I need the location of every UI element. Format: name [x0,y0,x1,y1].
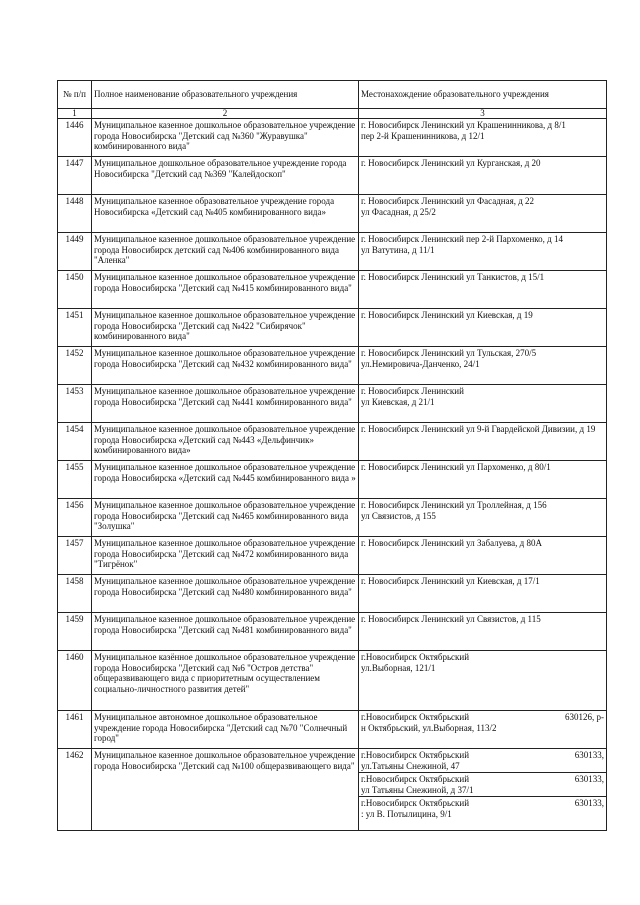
location-line: г.Новосибирск Октябрьский [361,652,470,662]
table-row [58,157,607,195]
location-line: ул Связистов, д 155 [361,510,436,521]
location-line: н Октябрьский, ул.Выборная, 113/2 [361,722,497,733]
institution-name: Муниципальное казенное дошкольное образовательное учреждение города Новосибирска "Детский сад №415 комбинированного вида" [92,271,359,309]
institution-location [359,309,607,347]
institution-location [359,347,607,385]
table-row [58,423,607,461]
row-number: 1461 [58,711,92,749]
table-row [58,271,607,309]
institution-name: Муниципальное казенное дошкольное образовательное учреждение города Новосибирска "Детский сад №441 комбинированного вида" [92,385,359,423]
location-postcode: 630133, [574,750,604,760]
location-line: г. Новосибирск Ленинский ул 9-й Гвардейской Дивизии, д 19 [361,424,596,434]
institution-name: Муниципальное казенное дошкольное образовательное учреждение города Новосибирска «Детский сад №443 «Дельфинчик» комбинированного вида» [92,423,359,461]
location-city: г.Новосибирск Октябрьский [361,774,470,785]
institution-location [359,119,607,157]
table-row [58,461,607,499]
row-number: 1447 [58,157,92,195]
table-row [58,749,607,831]
institution-name: Муниципальное автономное дошкольное образовательное учреждение города Новосибирска "Детский сад №70 "Солнечный город" [92,711,359,749]
institution-location [359,575,607,613]
institution-name: Муниципальное дошкольное образовательное учреждение города Новосибирска "Детский сад №369 "Калейдоскоп" [92,157,359,195]
institutions-table [57,80,607,831]
location-line: г. Новосибирск Ленинский ул Пархоменко, д 80/1 [361,462,551,472]
table-header-row [58,81,607,109]
table-body [58,119,607,831]
institution-name: Муниципальное казенное дошкольное образовательное учреждение города Новосибирска «Детский сад №445 комбинированного вида » [92,461,359,499]
institution-location [359,195,607,233]
location-line: г. Новосибирск Ленинский ул Троллейная, д 156 [361,500,547,510]
location-postcode: 630133, [574,798,604,809]
location-line: г. Новосибирск Ленинский ул Связистов, д 115 [361,614,541,624]
location-city: г.Новосибирск Октябрьский [361,798,470,809]
location-city: г.Новосибирск Октябрьский [361,712,470,722]
index-cell-2: 2 [92,109,359,119]
institution-location [359,613,607,651]
row-number: 1453 [58,385,92,423]
table-row [58,195,607,233]
institution-name: Муниципальное казенное дошкольное образовательное учреждение города Новосибирска "Детский сад №422 "Сибирячок" комбинированного вида" [92,309,359,347]
table-row [58,537,607,575]
location-line: г. Новосибирск Ленинский ул Танкистов, д 15/1 [361,272,545,282]
location-line: г. Новосибирск Ленинский ул Курганская, д 20 [361,158,541,168]
row-number: 1454 [58,423,92,461]
location-street: ул Татьяны Снежиной, д 37/1 [361,784,474,795]
table-row [58,347,607,385]
location-line: г. Новосибирск Ленинский ул Тульская, 270/5 [361,348,537,358]
location-line: ул Киевская, д 21/1 [361,396,435,407]
location-postcode: 630133, [574,774,604,785]
institution-location [359,711,607,749]
location-line: г. Новосибирск Ленинский ул Киевская, д 17/1 [361,576,540,586]
location-line: ул.Выборная, 121/1 [361,662,436,673]
institution-location [359,271,607,309]
institution-name: Муниципальное казенное дошкольное образовательное учреждение города Новосибирска "Детский сад №100 общеразвивающего вида" [92,749,359,831]
row-number: 1448 [58,195,92,233]
table-row [58,499,607,537]
institution-name: Муниципальное казенное дошкольное образовательное учреждение города Новосибирск детский сад №406 комбинированного вида "Аленка" [92,233,359,271]
row-number: 1449 [58,233,92,271]
location-postcode: 630126, р- [565,712,604,722]
location-entry [359,797,606,821]
institution-location [359,157,607,195]
institution-name: Муниципальное казенное дошкольное образовательное учреждение города Новосибирска "Детский сад №472 комбинированного вида "Тигрёнок" [92,537,359,575]
row-number: 1460 [58,651,92,711]
table-row [58,651,607,711]
row-number: 1446 [58,119,92,157]
row-number: 1456 [58,499,92,537]
institution-location [359,651,607,711]
location-line: г. Новосибирск Ленинский [361,386,464,396]
row-number: 1451 [58,309,92,347]
location-city: г.Новосибирск Октябрьский [361,750,470,760]
institution-location [359,233,607,271]
location-line: г. Новосибирск Ленинский ул Крашенинникова, д 8/1 [361,120,566,130]
institution-name: Муниципальное казённое дошкольное образовательное учреждение города Новосибирска "Детский сад №6 "Остров детства" общеразвивающего вида с приоритетным осуществлением социально-личностного развития детей" [92,651,359,711]
table-row [58,233,607,271]
table-row [58,119,607,157]
institution-location [359,499,607,537]
row-number: 1459 [58,613,92,651]
header-num: № п/п [58,81,92,109]
location-line: г. Новосибирск Ленинский пер 2-й Пархоменко, д 14 [361,234,564,244]
institution-name: Муниципальное казенное дошкольное образовательное учреждение города Новосибирска "Детский сад №360 "Журавушка" комбинированного вида" [92,119,359,157]
location-line: г. Новосибирск Ленинский ул Забалуева, д 80А [361,538,542,548]
table-row [58,385,607,423]
institution-location [359,423,607,461]
institution-name: Муниципальное казенное дошкольное образовательное учреждение города Новосибирска "Детский сад №465 комбинированного вида "Золушка" [92,499,359,537]
institution-location [359,537,607,575]
location-line: ул Ватутина, д 11/1 [361,244,435,255]
location-line: пер 2-й Крашенинникова, д 12/1 [361,130,485,141]
institution-location [359,461,607,499]
location-line: ул Фасадная, д 25/2 [361,206,436,217]
institution-name: Муниципальное казенное дошкольное образовательное учреждение города Новосибирска "Детский сад №481 комбинированного вида" [92,613,359,651]
table-row [58,309,607,347]
location-line: г. Новосибирск Ленинский ул Киевская, д 19 [361,310,533,320]
index-cell-1: 1 [58,109,92,119]
table-row [58,575,607,613]
index-cell-3: 3 [359,109,607,119]
row-number: 1455 [58,461,92,499]
row-number: 1452 [58,347,92,385]
row-number: 1458 [58,575,92,613]
document-page [57,80,607,831]
location-entry [359,749,606,773]
institution-name: Муниципальное казенное дошкольное образовательное учреждение города Новосибирска "Детский сад №432 комбинированного вида" [92,347,359,385]
table-index-row [58,109,607,119]
header-location: Местонахождение образовательного учреждения [359,81,607,109]
row-number: 1450 [58,271,92,309]
header-name: Полное наименование образовательного учреждения [92,81,359,109]
row-number: 1462 [58,749,92,831]
location-street: ул.Татьяны Снежиной, 47 [361,760,460,771]
institution-location [359,749,607,831]
location-entry [359,773,606,797]
row-number: 1457 [58,537,92,575]
institution-name: Муниципальное казенное дошкольное образовательное учреждение города Новосибирска "Детский сад №480 комбинированного вида" [92,575,359,613]
location-line: ул.Немировича-Данченко, 24/1 [361,358,480,369]
location-street: : ул В. Потылицина, 9/1 [361,808,452,819]
table-row [58,613,607,651]
institution-location [359,385,607,423]
location-line: г. Новосибирск Ленинский ул Фасадная, д 22 [361,196,535,206]
table-row [58,711,607,749]
institution-name: Муниципальное казенное образовательное учреждение города Новосибирска «Детский сад №405 комбинированного вида» [92,195,359,233]
